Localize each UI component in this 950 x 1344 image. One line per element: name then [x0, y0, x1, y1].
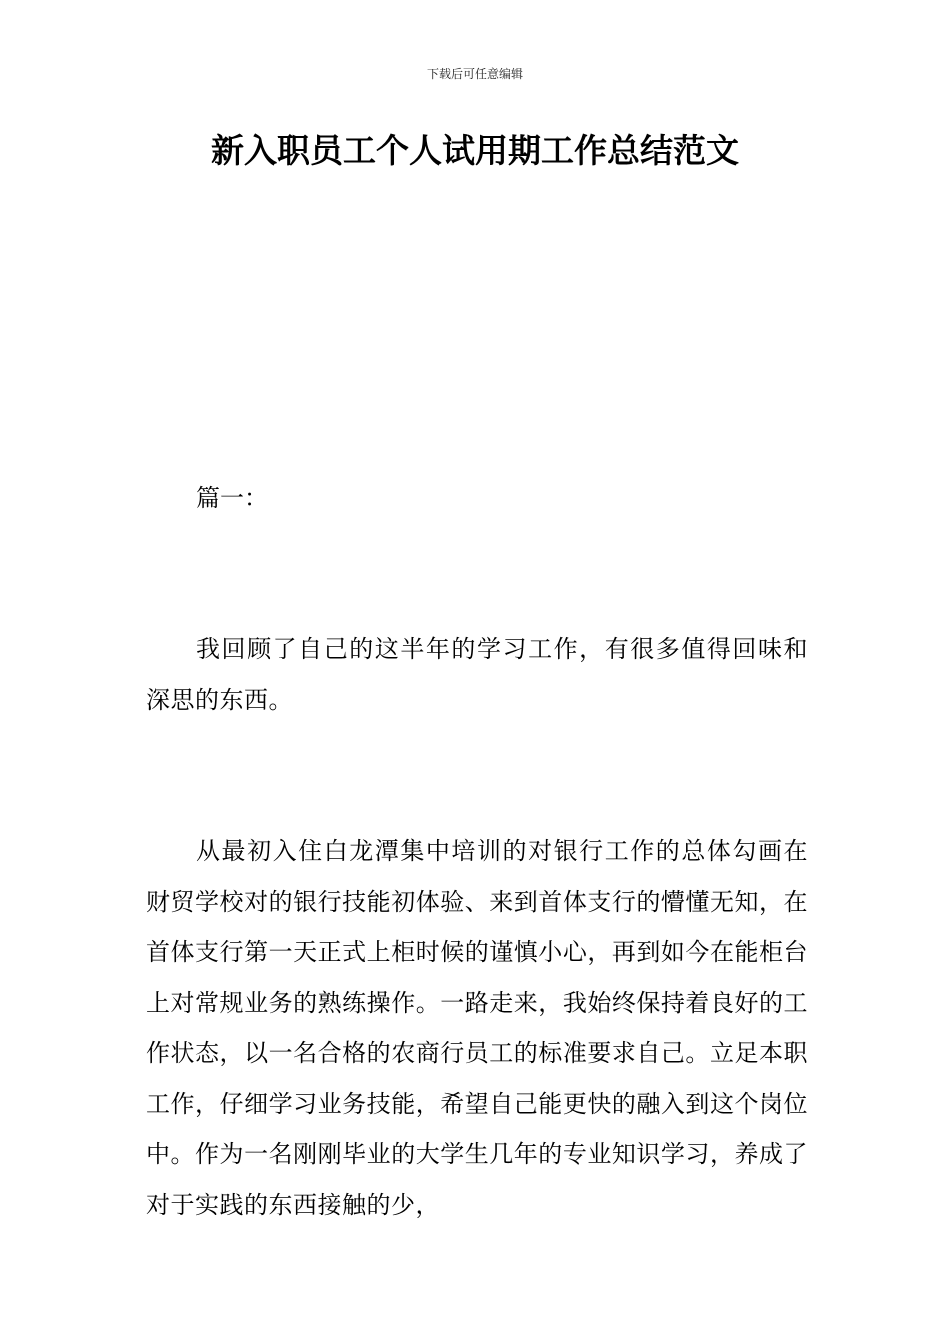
paragraph-2: 从最初入住白龙潭集中培训的对银行工作的总体勾画在财贸学校对的银行技能初体验、来到首体支行的懵懂无知，在首体支行第一天正式上柜时候的谨慎小心，再到如今在能柜台上对常规业务的熟练操作。一路走来，我始终保持着良好的工作状态，以一名合格的农商行员工的标准要求自己。立足本职工作，仔细学习业务技能，希望自己能更快的融入到这个岗位中。作为一名刚刚毕业的大学生几年的专业知识学习，养成了对于实践的东西接触的少，	[146, 837, 808, 1219]
section-heading: 篇一：	[196, 484, 268, 512]
document-title: 新入职员工个人试用期工作总结范文	[211, 131, 739, 170]
header-note: 下载后可任意编辑	[426, 67, 523, 81]
paragraph-1: 我回顾了自己的这半年的学习工作，有很多值得回味和深思的东西。	[146, 635, 808, 714]
